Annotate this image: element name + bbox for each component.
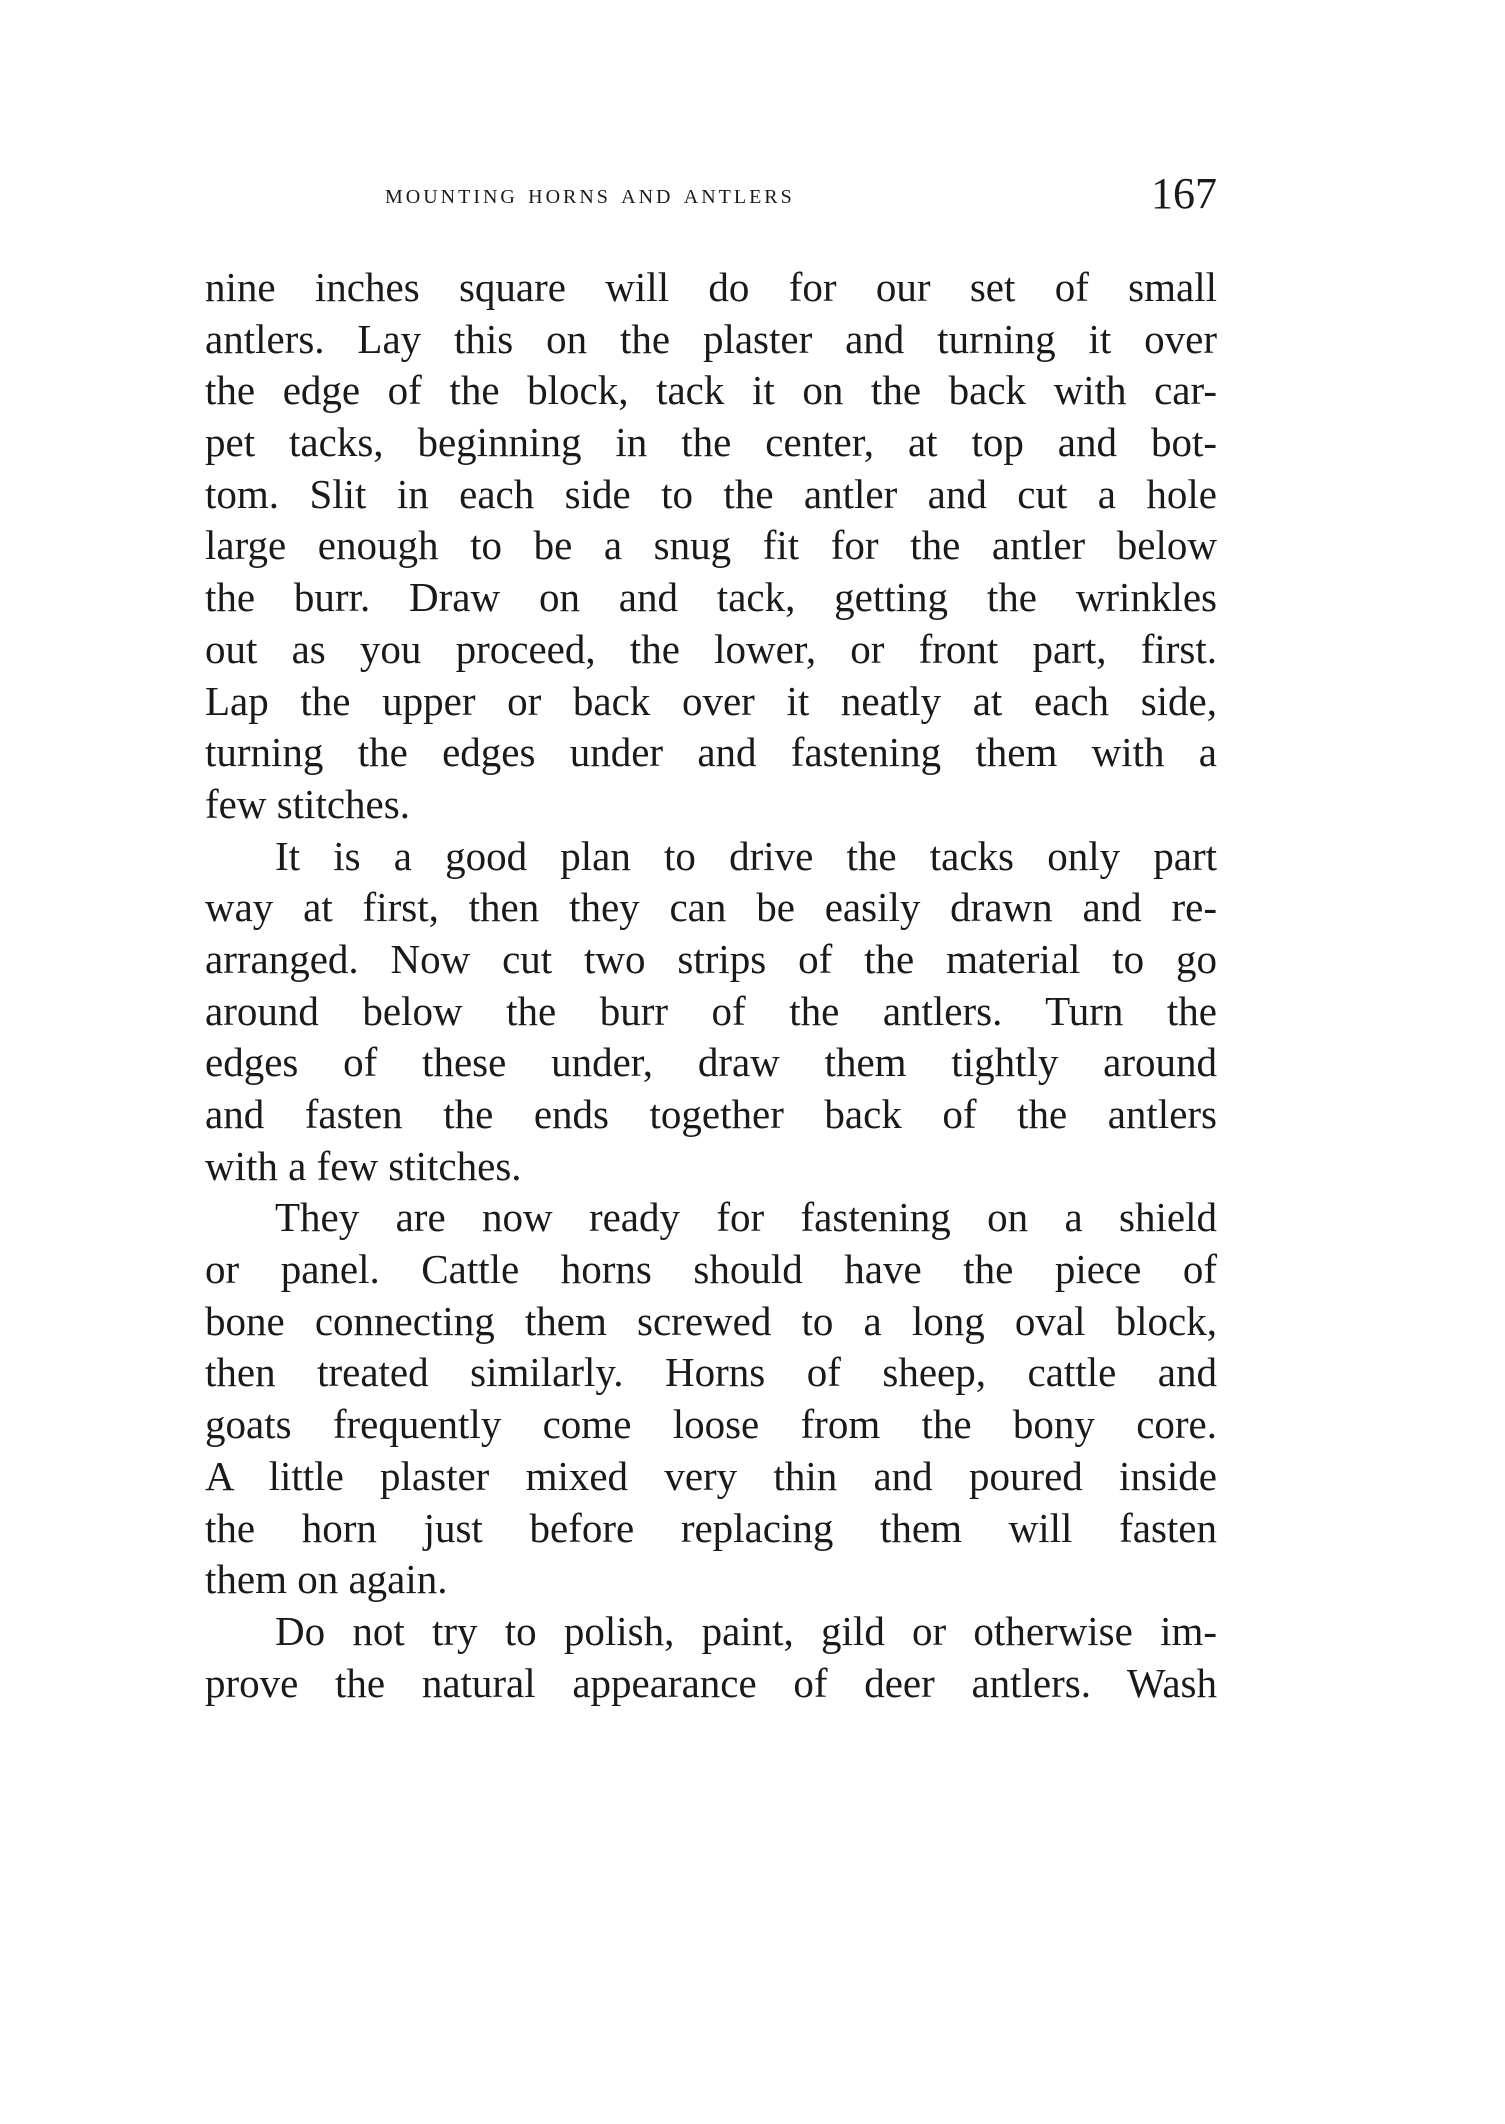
paragraph-start-line: Do not try to polish, paint, gild or otherwise im- <box>275 1607 1217 1654</box>
text-line: the edge of the block, tack it on the back with car- <box>205 367 1217 414</box>
text-line: few stitches. <box>205 780 410 827</box>
body-text <box>205 262 1217 1709</box>
paragraph-start-line: They are now ready for fastening on a shield <box>275 1194 1217 1241</box>
paragraph-start-line: It is a good plan to drive the tacks only part <box>275 832 1217 879</box>
text-line: bone connecting them screwed to a long oval block, <box>205 1297 1217 1344</box>
text-line: out as you proceed, the lower, or front part, first. <box>205 625 1217 672</box>
text-line: goats frequently come loose from the bony core. <box>205 1401 1217 1448</box>
text-line: way at first, then they can be easily drawn and re- <box>205 884 1217 931</box>
text-line: antlers. Lay this on the plaster and turning it over <box>205 315 1217 362</box>
text-line: turning the edges under and fastening them with a <box>205 729 1217 776</box>
page-number: 167 <box>1151 169 1217 218</box>
text-line: the horn just before replacing them will fasten <box>205 1504 1217 1551</box>
text-line: large enough to be a snug fit for the antler below <box>205 522 1217 569</box>
text-line: them on again. <box>205 1556 448 1603</box>
text-line: and fasten the ends together back of the antlers <box>205 1091 1217 1137</box>
text-line: tom. Slit in each side to the antler and cut a hole <box>205 470 1217 517</box>
text-line: Lap the upper or back over it neatly at each side, <box>205 677 1217 724</box>
text-line: pet tacks, beginning in the center, at top and bot- <box>205 419 1217 466</box>
text-line: the burr. Draw on and tack, getting the wrinkles <box>205 574 1217 621</box>
text-line: nine inches square will do for our set of small <box>205 264 1217 310</box>
text-line: around below the burr of the antlers. Turn the <box>205 987 1217 1034</box>
text-line: with a few stitches. <box>205 1142 522 1189</box>
text-line: edges of these under, draw them tightly around <box>205 1039 1217 1086</box>
text-line: arranged. Now cut two strips of the material to go <box>205 935 1217 982</box>
text-line: or panel. Cattle horns should have the piece of <box>205 1246 1217 1293</box>
text-line: then treated similarly. Horns of sheep, cattle and <box>205 1349 1217 1396</box>
text-line: A little plaster mixed very thin and poured inside <box>205 1452 1217 1499</box>
text-line: prove the natural appearance of deer antlers. Wash <box>205 1659 1217 1706</box>
running-title: mounting horns and antlers <box>385 178 795 210</box>
running-head <box>205 168 1217 228</box>
